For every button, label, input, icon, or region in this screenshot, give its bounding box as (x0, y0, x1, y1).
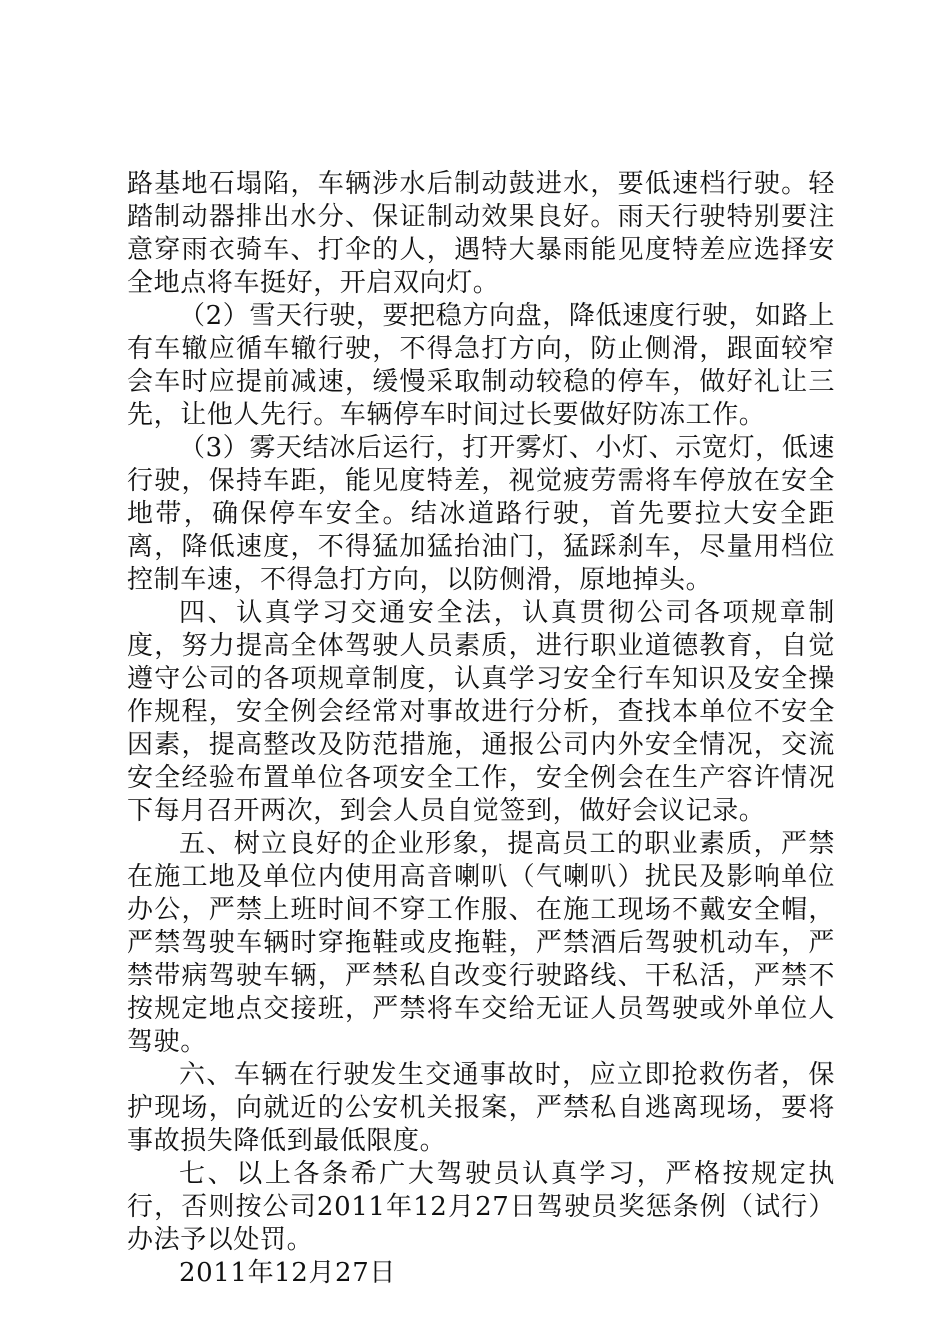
paragraph-snow-driving: （2）雪天行驶，要把稳方向盘，降低速度行驶，如路上有车辙应循车辙行驶，不得急打方向，防止侧滑，跟面较窄会车时应提前减速，缓慢采取制动较稳的停车，做好礼让三先，让他人先行。车辆停车时间过长要做好防冻工作。 (127, 301, 835, 430)
paragraph-fog-ice-driving: （3）雾天结冰后运行，打开雾灯、小灯、示宽灯，低速行驶，保持车距，能见度特差，视觉疲劳需将车停放在安全地带，确保停车安全。结冰道路行驶，首先要拉大安全距离，降低速度，不得猛加猛抬油门，猛踩刹车，尽量用档位控制车速，不得急打方向，以防侧滑，原地掉头。 (127, 433, 835, 595)
document-date: 2011年12月27日 (179, 1258, 396, 1288)
paragraph-continuation: 路基地石塌陷，车辆涉水后制动鼓进水，要低速档行驶。轻踏制动器排出水分、保证制动效果良好。雨天行驶特别要注意穿雨衣骑车、打伞的人，遇特大暴雨能见度特差应选择安全地点将车挺好，开启双向灯。 (127, 169, 835, 298)
paragraph-section-seven: 七、以上各条希广大驾驶员认真学习，严格按规定执行，否则按公司2011年12月27日驾驶员奖惩条例（试行）办法予以处罚。 (127, 1159, 835, 1255)
paragraph-section-six: 六、车辆在行驶发生交通事故时，应立即抢救伤者，保护现场，向就近的公安机关报案，严禁私自逃离现场，要将事故损失降低到最低限度。 (127, 1060, 835, 1156)
paragraph-section-four: 四、认真学习交通安全法，认真贯彻公司各项规章制度，努力提高全体驾驶人员素质，进行职业道德教育，自觉遵守公司的各项规章制度，认真学习安全行车知识及安全操作规程，安全例会经常对事故进行分析，查找本单位不安全因素，提高整改及防范措施，通报公司内外安全情况，交流安全经验布置单位各项安全工作，安全例会在生产容许情况下每月召开两次，到会人员自觉签到，做好会议记录。 (127, 598, 835, 826)
paragraph-section-five: 五、树立良好的企业形象，提高员工的职业素质，严禁在施工地及单位内使用高音喇叭（气喇叭）扰民及影响单位办公，严禁上班时间不穿工作服、在施工现场不戴安全帽，严禁驾驶车辆时穿拖鞋或皮拖鞋，严禁酒后驾驶机动车，严禁带病驾驶车辆，严禁私自改变行驶路线、干私活，严禁不按规定地点交接班，严禁将车交给无证人员驾驶或外单位人驾驶。 (127, 829, 835, 1057)
document-body (127, 168, 835, 1290)
